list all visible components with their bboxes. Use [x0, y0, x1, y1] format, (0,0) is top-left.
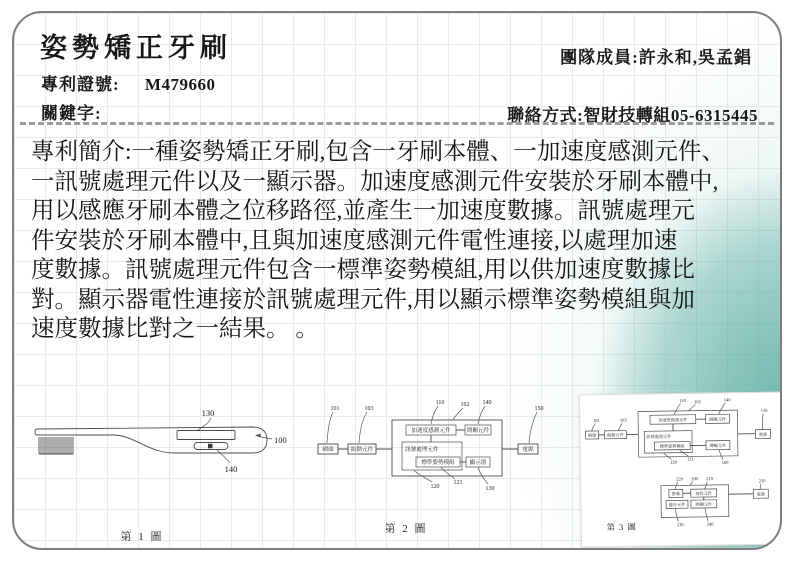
abstract-line: 對。顯示器電性連接於訊號處理元件,用以顯示標準姿勢模組與加 — [31, 286, 695, 313]
patent-sheet — [12, 11, 782, 550]
f3-bottom-connectors — [683, 492, 754, 500]
f3-signal-processor-text: 訊號處理元件 — [646, 433, 672, 440]
f3-leader-160 — [719, 450, 723, 460]
f3-leader-120 — [663, 453, 671, 460]
figure3-diagrams — [580, 393, 782, 547]
contact-info: 聯絡方式:智財技轉組05-6315445 — [507, 106, 758, 125]
f3-ref-150: 150 — [760, 407, 768, 413]
f3-leader-250 — [760, 484, 761, 489]
f3-switch-text: 開關元件 — [709, 416, 726, 422]
figure1-caption: 第 1 圖 — [120, 531, 164, 543]
f3-ref-230: 230 — [676, 522, 684, 528]
f3-switch2-text: 開關元件 — [695, 501, 713, 507]
abstract-line: 件安裝於牙刷本體中,且與加速度感測元件電性連接,以處理加速 — [31, 227, 678, 254]
leader-103 — [359, 412, 367, 443]
switch-text: 開關元件 — [466, 428, 490, 435]
bristles — [39, 437, 73, 454]
abstract-line: 一訊號處理元件以及一顯示器。加速度感測元件安裝於牙刷本體中, — [31, 168, 719, 195]
keywords-label: 關鍵字: — [41, 104, 102, 123]
f3-ref-102: 102 — [694, 399, 701, 405]
ref-130-label: 130 — [201, 408, 215, 418]
patent-number-row — [41, 70, 215, 95]
figure3-caption: 第 3 圖 — [606, 521, 637, 533]
f3-ref-121: 121 — [686, 456, 694, 462]
power-text: 電源 — [522, 447, 534, 454]
signal-processor-text: 訊號處理元件 — [405, 447, 439, 453]
f3-ref-101: 101 — [592, 417, 600, 424]
leader-110 — [431, 406, 438, 424]
leader-101 — [327, 412, 333, 443]
ref-130: 130 — [485, 486, 495, 492]
f3-leader-200 — [690, 482, 693, 486]
f3-transmitter-text: 傳輸元件 — [709, 442, 727, 449]
ref-103: 103 — [364, 406, 374, 412]
f3-ref-200: 200 — [691, 476, 698, 482]
f3-receiver-text: 接收元件 — [695, 490, 713, 496]
f3-leader-101 — [591, 424, 595, 432]
abstract-line: 用以感應牙刷本體之位移路徑,並產生一加速度數據。訊號處理元 — [31, 198, 695, 224]
f3-ref-140: 140 — [723, 397, 731, 403]
f3-leader-103 — [618, 423, 622, 431]
page-title: 姿勢矯正牙刷 — [40, 33, 232, 63]
f3-power2-text: 電源 — [756, 491, 766, 497]
accelerometer-text: 加速度感測元件 — [411, 428, 451, 435]
f3-accelerometer-text: 加速度感測元件 — [658, 417, 688, 423]
figure3-card — [579, 392, 782, 548]
f3-ref-110: 110 — [679, 397, 686, 403]
patent-number-value: M479660 — [144, 75, 216, 94]
f3-ref-240: 240 — [706, 521, 714, 527]
ref-140: 140 — [482, 400, 492, 406]
f3-leader-140 — [718, 403, 725, 415]
f3-vibration-text: 振動元件 — [607, 432, 624, 438]
ref-150: 150 — [534, 406, 544, 412]
posture-module-text: 標準姿勢模組 — [421, 460, 455, 467]
patent-number-label: 專利證號: — [41, 75, 120, 94]
ref-121: 121 — [453, 480, 463, 486]
f3-ref-103: 103 — [619, 417, 627, 423]
ref-130-leader — [198, 418, 211, 430]
f3-ref-120: 120 — [670, 459, 677, 465]
ref-102: 102 — [460, 402, 470, 408]
ref-120: 120 — [430, 484, 440, 490]
ref-101: 101 — [330, 406, 340, 412]
f3-brush-head-text: 刷頭 — [587, 432, 597, 438]
f3-ref-210: 210 — [706, 476, 713, 482]
f3-leader-110 — [674, 403, 681, 415]
leader-150 — [529, 412, 537, 443]
f3-leader-102 — [689, 405, 696, 411]
f3-leader-230 — [675, 508, 678, 521]
f3-leader-150 — [762, 414, 763, 430]
brush-head-text: 刷頭 — [322, 447, 334, 454]
patent-abstract — [31, 138, 776, 345]
abstract-line: 度數據。訊號處理元件包含一標準姿勢模組,用以供加速度數據比 — [31, 257, 695, 283]
ref-110: 110 — [435, 400, 445, 406]
f3-storage-text: 儲存元件 — [668, 502, 686, 508]
figure2-block-diagram — [302, 395, 587, 545]
ref-100-label: 100 — [274, 435, 287, 445]
f3-ref-220: 220 — [676, 476, 684, 482]
figure2-caption: 第 2 圖 — [384, 523, 428, 535]
leader-102 — [453, 408, 463, 420]
leader-121 — [441, 468, 455, 480]
f3-ref-250: 250 — [758, 478, 766, 484]
dashed-separator — [20, 122, 774, 125]
f3-leader-240 — [705, 508, 708, 521]
f3-ref-160: 160 — [721, 459, 729, 465]
team-members: 團隊成員:許永和,吳孟錩 — [560, 48, 752, 67]
button-square — [208, 444, 213, 449]
figure1-toothbrush-drawing — [22, 397, 302, 547]
ref-100-arrowhead — [255, 434, 261, 438]
leader-140 — [478, 406, 485, 424]
abstract-line: 速度數據比對之一結果。 。 — [31, 316, 319, 342]
ref-140-label: 140 — [224, 464, 238, 474]
vibration-text: 振動元件 — [350, 447, 374, 454]
f3-screen-text: 螢幕 — [671, 491, 681, 497]
abstract-line: 專利簡介:一種姿勢矯正牙刷,包含一牙刷本體、一加速度感測元件、 — [31, 139, 725, 165]
ref-140-leader — [217, 450, 230, 463]
display-area-outline — [177, 431, 235, 440]
display-text: 顯示器 — [469, 460, 487, 467]
f3-posture-module-text: 標準姿勢模組 — [659, 443, 685, 449]
f3-power-text: 電源 — [758, 431, 768, 438]
